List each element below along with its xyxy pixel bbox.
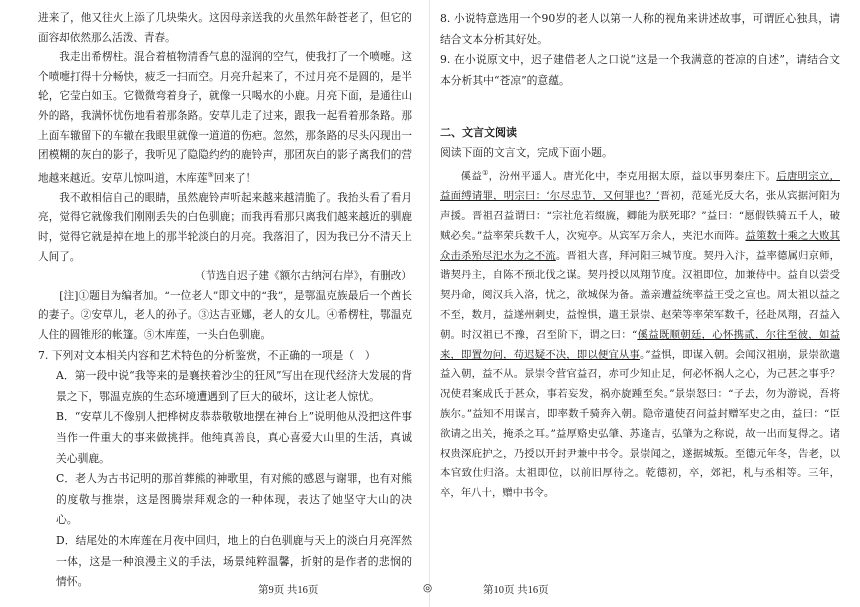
source-citation: （节选自迟子建《额尔古纳河右岸》，有删改） (194, 270, 412, 283)
underlined-sentence: 益策数十乘之大败其众击杀殆尽汜水为之不流 (440, 229, 840, 262)
passage-text: ，汾州平遥人。唐光化中，李克用据太原，益以事男秦庄下。 (488, 170, 777, 183)
page-number-left: 第9页 共16页 (258, 585, 319, 596)
passage-text: 。晋祖大喜，拜河阳三城节度。契丹入汴，益率德属归京师，谐契丹主，自陈不预北伐之谋。契丹授以凤翔节度。汉祖即位，加兼侍中。益自以尝受契丹命，阅汉兵入洛，忧之，欲城保为备。盖亲遭益统率益王受之宣也。周太祖以益之不至，数月，益遂州刺史，益惶惧，遣王景崇、赵荣等率荣军数千，径赴凤翔，召益入朝。时汉祖已不豫，召至阶下，谓之曰：“ (440, 249, 841, 341)
underlined-sentence: 傒益既顺朝廷，心怀携贰，尔往至彼，如益来，即置勿问，苟迟疑不决，即以便宜从事 (440, 328, 841, 361)
passage-text: 晋初，范延光反大名，张从宾据河阳为声援。晋祖召益谓曰：“宗社危若缀旒，卿能为朕死耶？”益曰：“愿假铁骑五千人，破贼必矣。”益率荣兵数千人，次宛亭。从宾军万余人，夹汜水而阵。 (440, 190, 840, 242)
question-7-option-d[interactable]: D．结尾处的木库莲在月夜中回归，地上的白色驯鹿与天上的淡白月亮浑然一体，这是一种浪漫主义的手法，场景纯粹温馨，折射的是作者的悲悯的情怀。 (56, 533, 412, 589)
reading-instruction: 阅读下面的文言文，完成下面小题。 (440, 146, 613, 160)
paragraph-3: 我不敢相信自己的眼睛，虽然鹿铃声听起来越来越清脆了。我抬头看了看月亮，觉得它就像我们刚刚丢失的白色驯鹿；而我再看那只离我们越来越近的驯鹿时，觉得它就是掉在地上的那半轮淡白的月亮。我落泪了，因为我已分不清天上人间了。 (38, 191, 412, 263)
question-7-option-c[interactable]: C．老人为古书记明的那首葬熊的神歌里，有对熊的感恩与谢罪，也有对熊的度敬与推崇，这是图腾崇拜观念的一种体现，表达了她坚守大山的决心。 (56, 472, 412, 527)
paragraph-2-text: 我走出希楞柱。混合着植物清香气息的湿润的空气，使我打了一个喷嚏。这个喷嚏打得十分畅快，疲乏一扫而空。月亮升起来了，不过月亮不是圆的，是半轮，它莹白如玉。它微微弯着身子，就像一只喝水的小鹿。月亮下面，是通往山外的路，我满怀忧伤地看着那条路。安草儿走了过来，跟我一起看着那条路。那上面车辙留下的车辙在我眼里就像一道道的伤疤。忽然，那条路的尽头闪现出一团模糊的灰白的影子，我听见了隐隐约约的鹿铃声，那团灰白的影子离我们的营地越来越近。安草儿惊叫道，木库莲 (38, 51, 412, 185)
passage-text: ① (482, 168, 489, 177)
paragraph-1: 进来了，他又往火上添了几块柴火。这因母亲送我的火虽然年龄苍老了，但它的面容却依然那么活泼、青春。 (38, 12, 412, 44)
question-7-option-a[interactable]: A．第一段中说“我等来的是襄挟着沙尘的狂风”写出在现代经济大发展的背景之下，鄂温克族的生态环境遭遇到了巨大的破坏，这让老人惊忧。 (56, 369, 412, 403)
footnote-mark: ⑤ (207, 170, 214, 179)
question-7-option-b[interactable]: B．“安草儿不像别人把桦树皮恭恭敬敬地摆在神台上”说明他从没把这件事当作一件重大的事来做挑拌。他纯真善良，真心喜爱大山里的生活，真诚关心驯鹿。 (56, 410, 412, 465)
paragraph-2 (38, 48, 412, 189)
section-title: 二、文言文阅读 (440, 126, 517, 140)
question-8: 8. 小说特意选用一个90岁的老人以第一人称的视角来讲述故事，可谓匠心独具，请结合文本分析其好处。 (440, 12, 840, 46)
passage-text: 傒益 (460, 170, 483, 183)
center-mark-icon: ◎ (423, 583, 433, 594)
question-7: 7. 下列对文本相关内容和艺术特色的分析鉴赏，不正确的一项是（ ） (38, 348, 376, 362)
page-number-right: 第10页 共16页 (483, 585, 549, 596)
paragraph-2-end: 回来了！ (213, 172, 257, 185)
right-page (430, 0, 860, 607)
underlined-sentence: 后唐明宗立，益面缚请罪，明宗曰：‘尔尽忠节，又何罪也？’ (440, 170, 841, 203)
question-9: 9. 在小说原文中，迟子建借老人之口说“这是一个我满意的苍凉的自述”，请结合文本分析其中“苍凉”的意蕴。 (440, 53, 840, 87)
annotation-note: [注]①题目为编者加。“一位老人”即文中的“我”，是鄂温克族最后一个酋长的妻子。②安草儿，老人的孙子。③达吉亚娜，老人的女儿。④希楞柱，鄂温克人住的圆锥形的帐篷。⑤木库莲，一头白色驯鹿。 (38, 289, 412, 342)
classical-passage (440, 164, 840, 504)
passage-text: 。”益惧，即谋入朝。会闻汉祖崩，景崇欲遣益入朝，益不从。景崇令营官益召，赤可少知止足，何必怀祸人之心，为己甚之事乎？况使君案成氏于甚众，事若妄发，祸亦旋踵至矣。”景崇怒曰：“子去，勿为游说，吾将族尔。”益知不用谋言，即率数千骑奔入朝。隐帝遣使召问益封赠军史之由，益曰：“臣欲请之出关，掩杀之耳。”益厚赂史弘肇、苏逢吉，弘肇为之称说，故一出而复得之。诸权贵深庇护之，乃授以开封尹兼中书令。景崇闻之，遂据城叛。至德元年冬，告老，以本官致仕归洛。太祖即位，以前旧厚待之。乾德初，卒，郊祀，札与丞相等。三年，卒，年八十，赠中书令。 (440, 348, 840, 500)
